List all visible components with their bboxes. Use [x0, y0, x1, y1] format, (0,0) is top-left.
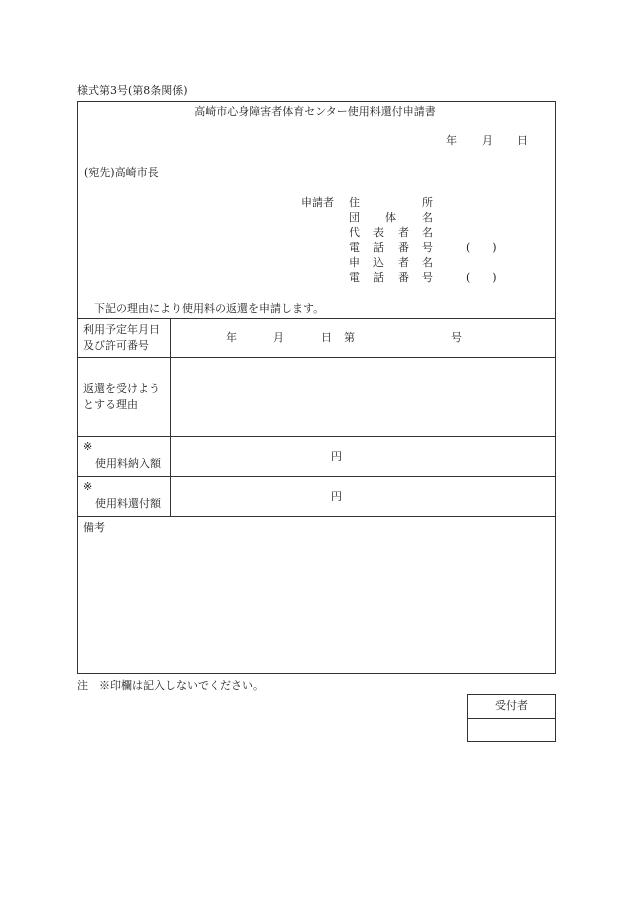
submitter-char: 込	[373, 256, 384, 269]
representative-char: 代	[349, 226, 360, 239]
phone-paren: ( )	[466, 241, 497, 254]
phone2-paren: ( )	[466, 271, 497, 284]
form-title: 高崎市心身障害者体育センター使用料還付申請書	[194, 105, 436, 118]
paid-mark: ※	[83, 440, 93, 453]
remarks-label: 備考	[83, 521, 105, 534]
permit-go: 号	[451, 331, 462, 344]
phone-char: 電	[349, 241, 360, 254]
table-rule	[77, 357, 556, 358]
address-char: 所	[422, 196, 433, 209]
submitter-char: 申	[349, 256, 360, 269]
receiver-divider	[467, 718, 556, 719]
reason-label-line2: とする理由	[83, 398, 138, 411]
representative-char: 名	[422, 226, 433, 239]
date-day: 日	[517, 134, 528, 147]
receiver-label: 受付者	[495, 699, 528, 712]
table-rule	[77, 476, 556, 477]
submitter-char: 名	[422, 256, 433, 269]
phone2-char: 話	[373, 271, 384, 284]
paid-unit: 円	[331, 450, 342, 463]
address-char: 住	[349, 196, 360, 209]
addressee: (宛先)高崎市長	[84, 166, 159, 179]
paid-label: 使用料納入額	[95, 457, 161, 470]
permit-month: 月	[273, 331, 284, 344]
permit-day: 日	[321, 331, 332, 344]
refund-unit: 円	[331, 490, 342, 503]
refund-mark: ※	[83, 480, 93, 493]
group-char: 団	[349, 211, 360, 224]
permit-dai: 第	[344, 331, 355, 344]
date-year: 年	[446, 134, 457, 147]
permit-year: 年	[226, 331, 237, 344]
statement: 下記の理由により使用料の返還を申請します。	[94, 302, 325, 315]
phone-char: 番	[398, 241, 409, 254]
phone-char: 話	[373, 241, 384, 254]
table-rule	[77, 318, 556, 319]
phone-char: 号	[422, 241, 433, 254]
note: 注 ※印欄は記入しないでください。	[77, 679, 264, 692]
refund-label: 使用料還付額	[95, 497, 161, 510]
applicant-label: 申請者	[301, 196, 334, 209]
form-style-label: 様式第3号(第8条関係)	[77, 84, 188, 97]
permit-label-line1: 利用予定年月日	[83, 323, 160, 336]
table-column-divider	[170, 318, 171, 516]
table-rule	[77, 516, 556, 517]
representative-char: 表	[373, 226, 384, 239]
group-char: 体	[385, 211, 396, 224]
date-month: 月	[482, 134, 493, 147]
phone2-char: 電	[349, 271, 360, 284]
group-char: 名	[422, 211, 433, 224]
representative-char: 者	[398, 226, 409, 239]
reason-label-line1: 返還を受けよう	[83, 382, 160, 395]
submitter-char: 者	[398, 256, 409, 269]
phone2-char: 番	[398, 271, 409, 284]
phone2-char: 号	[422, 271, 433, 284]
table-rule	[77, 436, 556, 437]
permit-label-line2: 及び許可番号	[83, 339, 149, 352]
